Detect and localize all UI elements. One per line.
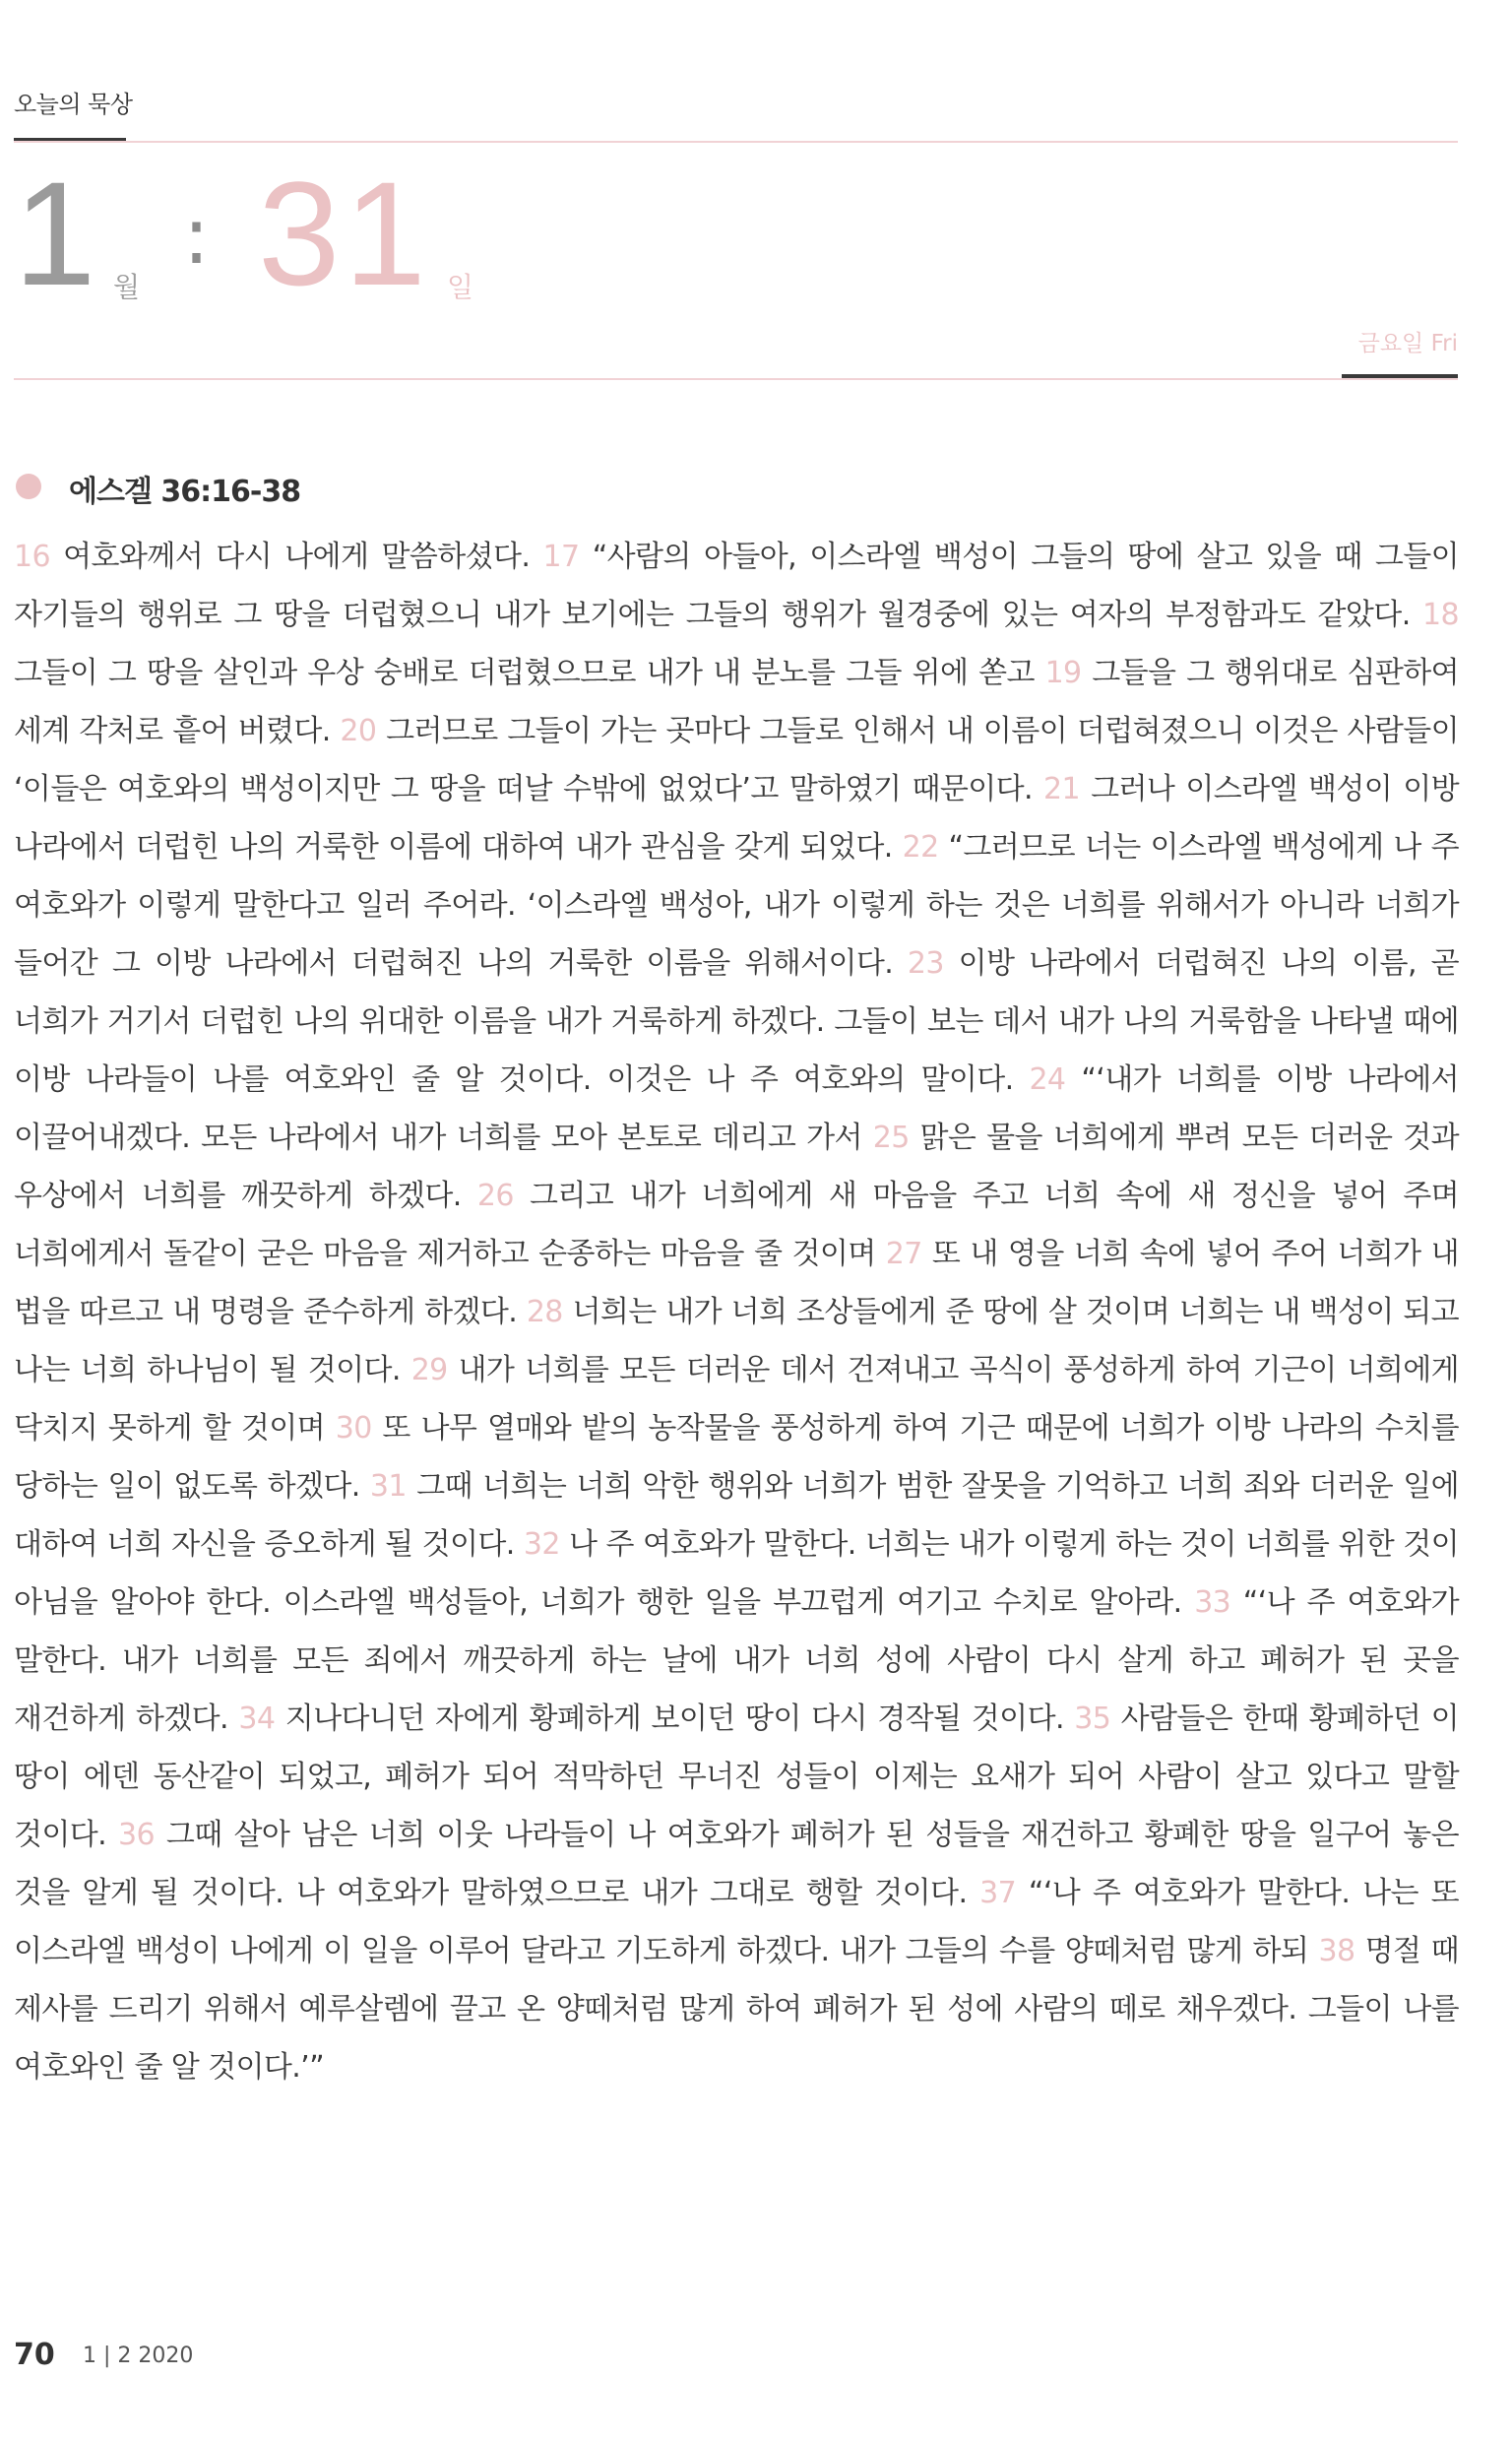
verse-text: “‘내가 너희를 이방 나라에서 이끌어내겠다. 모든 나라에서 내가 너희를 모아 본토로 데리고 가서: [14, 1062, 1460, 1155]
verse-text: 내가 너희를 모든 더러운 데서 건져내고 곡식이 풍성하게 하여 기근이 너희에게 닥치지 못하게 할 것이며: [14, 1353, 1460, 1446]
verse-text: 그러므로 그들이 가는 곳마다 그들로 인해서 내 이름이 더럽혀졌으니 이것은 사람들이 ‘이들은 여호와의 백성이지만 그 땅을 떠날 수밖에 없었다’고 말하였기 때문이다.: [14, 714, 1460, 806]
verse-text: 사람들은 한때 황폐하던 이 땅이 에덴 동산같이 되었고, 폐허가 되어 적막하던 무너진 성들이 이제는 요새가 되어 사람이 살고 있다고 말할 것이다.: [14, 1702, 1459, 1852]
date-divider: [14, 378, 1458, 380]
verse-text: 나 주 여호와가 말한다. 너희는 내가 이렇게 하는 것이 너희를 위한 것이 아님을 알아야 한다. 이스라엘 백성들아, 너희가 행한 일을 부끄럽게 여기고 수치로 알아라.: [14, 1527, 1460, 1620]
verse-text: 또 내 영을 너희 속에 넣어 주어 너희가 내 법을 따르고 내 명령을 준수하게 하겠다.: [14, 1237, 1460, 1329]
verse-text: “‘나 주 여호와가 말한다. 나는 또 이스라엘 백성이 나에게 이 일을 이루어 달라고 기도하게 하겠다. 내가 그들의 수를 양떼처럼 많게 하되: [14, 1876, 1459, 1968]
passage-bullet-icon: [16, 474, 41, 499]
verse-text: 명절 때 제사를 드리기 위해서 예루살렘에 끌고 온 양떼처럼 많게 하여 폐허가 된 성에 사람의 떼로 채우겠다. 그들이 나를 여호와인 줄 알 것이다.’”: [14, 1934, 1460, 2085]
issue-info: 1 | 2 2020: [83, 2344, 194, 2368]
verse-number: 26: [476, 1179, 514, 1213]
header-divider: [14, 141, 1458, 143]
scripture-text: [14, 528, 1459, 2096]
header-section-label: 오늘의 묵상: [14, 91, 133, 118]
verse-text: 그때 너희는 너희 악한 행위와 너희가 범한 잘못을 기억하고 너희 죄와 더러운 일에 대하여 너희 자신을 증오하게 될 것이다.: [14, 1469, 1460, 1562]
verse-number: 25: [872, 1121, 910, 1155]
verse-number: 20: [340, 714, 377, 748]
date-month: 1: [14, 151, 96, 316]
verse-text: 그러나 이스라엘 백성이 이방 나라에서 더럽힌 나의 거룩한 이름에 대하여 내가 관심을 갖게 되었다.: [14, 772, 1459, 865]
verse-number: 17: [542, 540, 580, 574]
verse-number: 19: [1044, 656, 1082, 690]
verse-number: 23: [907, 946, 944, 981]
passage-reference: 에스겔 36:16-38: [69, 475, 301, 509]
verse-text: “‘나 주 여호와가 말한다. 내가 너희를 모든 죄에서 깨끗하게 하는 날에 내가 너희 성에 사람이 다시 살게 하고 폐허가 된 곳을 재건하게 하겠다.: [14, 1585, 1460, 1736]
verse-number: 33: [1194, 1585, 1231, 1620]
verse-number: 38: [1318, 1934, 1355, 1968]
verse-text: 지나다니던 자에게 황폐하게 보이던 땅이 다시 경작될 것이다.: [284, 1702, 1064, 1736]
verse-text: 그때 살아 남은 너희 이웃 나라들이 나 여호와가 폐허가 된 성들을 재건하고 황폐한 땅을 일구어 놓은 것을 알게 될 것이다. 나 여호와가 말하였으므로 내가 그대로 행할 것이다.: [14, 1818, 1460, 1910]
verse-number: 28: [526, 1295, 563, 1329]
date-month-unit: 월: [113, 271, 141, 303]
verse-number: 22: [902, 830, 939, 865]
date-day: 31: [258, 151, 430, 316]
verse-number: 31: [369, 1469, 407, 1504]
page-number: 70: [14, 2338, 55, 2372]
verse-number: 36: [117, 1818, 155, 1852]
verse-number: 18: [1422, 598, 1460, 632]
verse-number: 34: [238, 1702, 276, 1736]
verse-number: 29: [410, 1353, 448, 1387]
verse-text: 이방 나라에서 더럽혀진 나의 이름, 곧 너희가 거기서 더럽힌 나의 위대한 이름을 내가 거룩하게 하겠다. 그들이 보는 데서 내가 나의 거룩함을 나타낼 때에 이방 나라들이 나를 여호와인 줄 알 것이다. 이것은 나 주 여호와의 말이다.: [14, 946, 1459, 1097]
verse-number: 21: [1043, 772, 1081, 806]
date-day-unit: 일: [447, 271, 474, 303]
verse-text: 너희는 내가 너희 조상들에게 준 땅에 살 것이며 너희는 내 백성이 되고 나는 너희 하나님이 될 것이다.: [14, 1295, 1460, 1387]
verse-number: 27: [885, 1237, 922, 1271]
verse-number: 37: [979, 1876, 1017, 1910]
verse-number: 30: [335, 1411, 372, 1446]
verse-text: 그들이 그 땅을 살인과 우상 숭배로 더럽혔으므로 내가 내 분노를 그들 위에 쏟고: [14, 656, 1035, 690]
verse-text: 그리고 내가 너희에게 새 마음을 주고 너희 속에 새 정신을 넣어 주며 너희에게서 돌같이 굳은 마음을 제거하고 순종하는 마음을 줄 것이며: [14, 1179, 1459, 1271]
verse-number: 16: [14, 540, 50, 574]
verse-number: 35: [1074, 1702, 1111, 1736]
weekday-label: 금요일 Fri: [1357, 331, 1458, 356]
verse-text: 맑은 물을 너희에게 뿌려 모든 더러운 것과 우상에서 너희를 깨끗하게 하겠다.: [14, 1121, 1460, 1213]
verse-number: 32: [523, 1527, 560, 1562]
verse-text: “사람의 아들아, 이스라엘 백성이 그들의 땅에 살고 있을 때 그들이 자기들의 행위로 그 땅을 더럽혔으니 내가 보기에는 그들의 행위가 월경중에 있는 여자의 부정함과도 같았다.: [14, 540, 1460, 632]
verse-text: “그러므로 너는 이스라엘 백성에게 나 주 여호와가 이렇게 말한다고 일러 주어라. ‘이스라엘 백성아, 내가 이렇게 하는 것은 너희를 위해서가 아니라 너희가 들어간 그 이방 나라에서 더럽혀진 나의 거룩한 이름을 위해서이다.: [14, 830, 1460, 981]
verse-text: 그들을 그 행위대로 심판하여 세계 각처로 흩어 버렸다.: [14, 656, 1460, 748]
verse-text: 여호와께서 다시 나에게 말씀하셨다.: [63, 540, 531, 574]
verse-text: 또 나무 열매와 밭의 농작물을 풍성하게 하여 기근 때문에 너희가 이방 나라의 수치를 당하는 일이 없도록 하겠다.: [14, 1411, 1460, 1504]
verse-number: 24: [1029, 1062, 1066, 1097]
date-separator: :: [183, 190, 210, 282]
